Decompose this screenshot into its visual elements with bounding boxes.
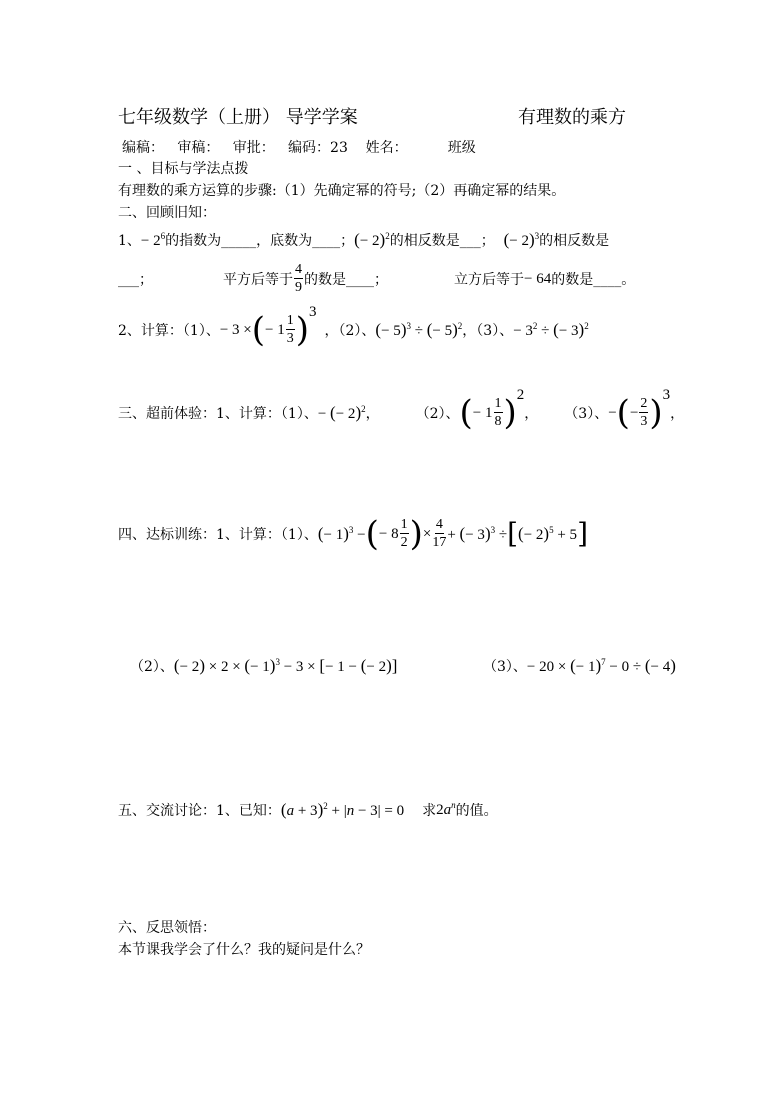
section-5-line: 五、交流讨论：1、已知： $(a + 3)^2 + |n - 3| = 0$ 求 $2a^n$ 的值。 (118, 799, 498, 819)
section-6-heading: 六、反思领悟： (118, 920, 216, 936)
info-line: 编稿： 审稿： 审批： 编码：23 姓名： 班级 (122, 140, 476, 156)
question-1-line-2: ___； 平方后等于 $\frac{4}{9}$ 的数是____； 立方后等于 − 64 的数是____。 (118, 262, 636, 295)
section-4-item-2: （2）、 (− 2) × 2 × (− 1)$^3$ − 3 × [− 1 − (− 2)] (130, 656, 398, 675)
section-2-heading: 二、回顾旧知： (118, 205, 216, 221)
question-2: 2、计算：（1）、 − 3 × ( − 1 $\frac{1}{3}$ ) 3 ，（2）、 (− 5)$^3$ ÷ (− 5)$^2$ ，（3）、 − $3^2$ ÷ (− 3)$^2$ (118, 304, 589, 350)
section-4-line-1: 四、达标训练：1、计算：（1）、 (− 1)$^3$ − ( − 8 $\frac{1}{2}$ ) × $\frac{4}{17}$ + (− 3)$^3$ ÷ [ (− 2)$^5$ + 5 ] (118, 514, 588, 554)
page-title: 七年级数学（上册） 导学学案 (118, 107, 358, 128)
section-6-text: 本节课我学会了什么？我的疑问是什么？ (118, 942, 370, 958)
question-1-line-1: 1、− $2^6$的指数为_____，底数为____；(− 2)$^2$的相反数是___； (− 2)$^3$的相反数是 (118, 230, 610, 249)
fraction-four-ninths: $\frac{4}{9}$ (295, 262, 302, 295)
section-1-text: 有理数的乘方运算的步骤:（1）先确定幂的符号;（2）再确定幂的结果。 (118, 183, 566, 199)
section-4-item-3: （3）、 − 20 × (− 1)$^7$ − 0 ÷ (− 4) (483, 656, 676, 675)
section-3-line: 三、超前体验：1、计算：（1）、 − (− 2)$^2$ ， （2）、 ( − 1 $\frac{1}{8}$ ) 2 ， （3）、 − ( − $\frac{2}{3}$ ) 3 ， (118, 387, 685, 433)
section-1-heading: 一 、目标与学法点拨 (118, 161, 249, 177)
lesson-title: 有理数的乘方 (518, 107, 626, 128)
